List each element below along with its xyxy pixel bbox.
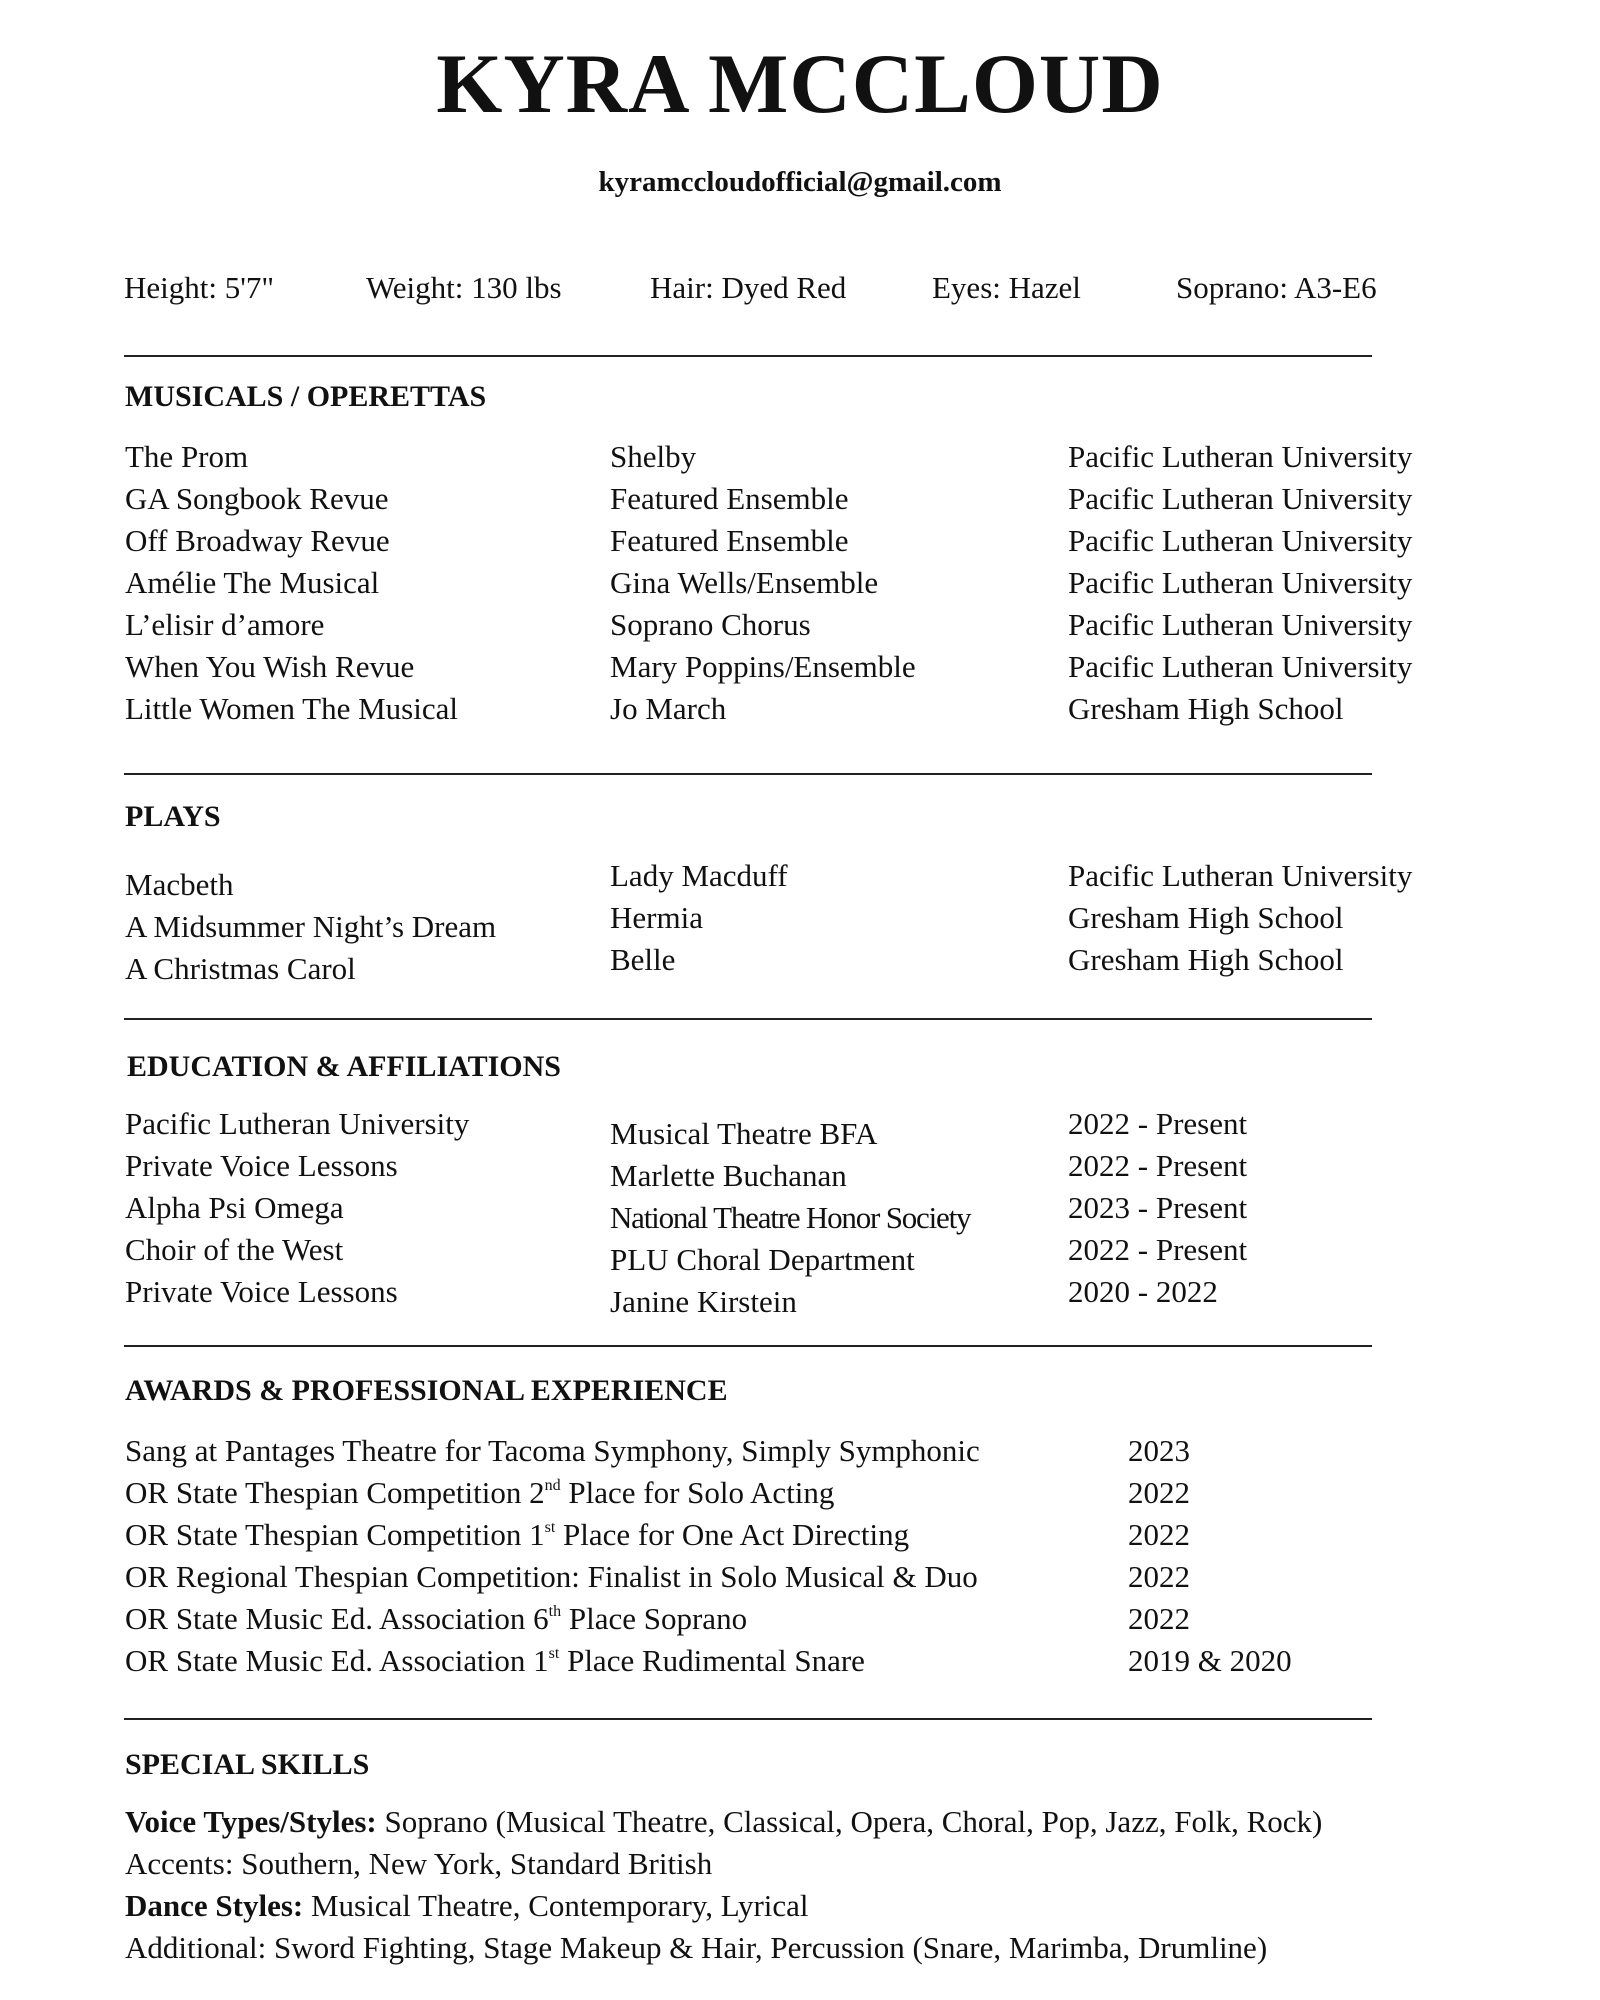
- award-item: OR State Thespian Competition 1st Place for One Act Directing: [125, 1517, 910, 1552]
- award-item: OR State Music Ed. Association 6th Place Soprano: [125, 1601, 748, 1636]
- divider: [124, 355, 1372, 357]
- list-item: Pacific Lutheran University: [1068, 565, 1413, 600]
- stat-hair: Hair: Dyed Red: [650, 270, 847, 305]
- list-item: 2020 - 2022: [1068, 1274, 1218, 1309]
- list-item: Macbeth: [125, 867, 234, 902]
- contact-email[interactable]: kyramccloudofficial@gmail.com: [598, 166, 1002, 198]
- list-item: Gina Wells/Ensemble: [610, 565, 879, 600]
- skill-line: Additional: Sword Fighting, Stage Makeup & Hair, Percussion (Snare, Marimba, Drumline): [125, 1930, 1268, 1965]
- awards-years-column: [1128, 1430, 1292, 1682]
- divider: [124, 1345, 1372, 1347]
- list-item: Pacific Lutheran University: [1068, 607, 1413, 642]
- list-item: The Prom: [125, 439, 249, 474]
- plays-roles-column: [610, 855, 788, 981]
- education-orgs-column: [125, 1103, 469, 1313]
- list-item: Jo March: [610, 691, 727, 726]
- stat-eyes: Eyes: Hazel: [932, 270, 1081, 305]
- musicals-roles-column: [610, 436, 916, 730]
- list-item: Amélie The Musical: [125, 565, 380, 600]
- list-item: PLU Choral Department: [610, 1242, 915, 1277]
- list-item: Gresham High School: [1068, 900, 1344, 935]
- list-item: Off Broadway Revue: [125, 523, 390, 558]
- awards-list: [125, 1430, 980, 1682]
- skill-line: Accents: Southern, New York, Standard British: [125, 1846, 713, 1881]
- list-item: Choir of the West: [125, 1232, 344, 1267]
- stat-voice: Soprano: A3-E6: [1176, 270, 1377, 305]
- award-item: OR State Thespian Competition 2nd Place for Solo Acting: [125, 1475, 835, 1510]
- section-title-education: EDUCATION & AFFILIATIONS: [127, 1050, 561, 1083]
- stat-weight: Weight: 130 lbs: [366, 270, 562, 305]
- list-item: Gresham High School: [1068, 942, 1344, 977]
- list-item: 2022: [1128, 1517, 1190, 1552]
- musicals-venues-column: [1068, 436, 1412, 730]
- list-item: Musical Theatre BFA: [610, 1116, 878, 1151]
- list-item: Janine Kirstein: [610, 1284, 797, 1319]
- list-item: Pacific Lutheran University: [1068, 858, 1413, 893]
- skill-line: Voice Types/Styles: Soprano (Musical Theatre, Classical, Opera, Choral, Pop, Jazz, Folk, Rock): [125, 1804, 1323, 1839]
- list-item: Private Voice Lessons: [125, 1274, 398, 1309]
- section-title-awards: AWARDS & PROFESSIONAL EXPERIENCE: [125, 1374, 728, 1407]
- list-item: Pacific Lutheran University: [1068, 439, 1413, 474]
- list-item: A Midsummer Night’s Dream: [125, 909, 497, 944]
- list-item: Hermia: [610, 900, 703, 935]
- list-item: Little Women The Musical: [125, 691, 458, 726]
- list-item: 2022 - Present: [1068, 1106, 1248, 1141]
- section-title-musicals: MUSICALS / OPERETTAS: [125, 380, 487, 413]
- list-item: 2022: [1128, 1475, 1190, 1510]
- list-item: Mary Poppins/Ensemble: [610, 649, 916, 684]
- list-item: Featured Ensemble: [610, 523, 849, 558]
- list-item: National Theatre Honor Society: [610, 1200, 971, 1235]
- physical-stats: [0, 270, 1600, 310]
- list-item: Pacific Lutheran University: [1068, 481, 1413, 516]
- list-item: Pacific Lutheran University: [1068, 523, 1413, 558]
- list-item: Pacific Lutheran University: [1068, 649, 1413, 684]
- list-item: Belle: [610, 942, 676, 977]
- skills-list: [125, 1801, 1322, 1969]
- award-item: Sang at Pantages Theatre for Tacoma Symphony, Simply Symphonic: [125, 1433, 980, 1468]
- divider: [124, 1718, 1372, 1720]
- section-title-plays: PLAYS: [125, 800, 221, 833]
- list-item: 2022 - Present: [1068, 1148, 1248, 1183]
- education-details-column: [610, 1113, 970, 1323]
- list-item: Shelby: [610, 439, 697, 474]
- divider: [124, 1018, 1372, 1020]
- list-item: Private Voice Lessons: [125, 1148, 398, 1183]
- award-item: OR Regional Thespian Competition: Finalist in Solo Musical & Duo: [125, 1559, 978, 1594]
- stat-height: Height: 5'7": [124, 270, 274, 305]
- list-item: 2022 - Present: [1068, 1232, 1248, 1267]
- plays-venues-column: [1068, 855, 1412, 981]
- list-item: Featured Ensemble: [610, 481, 849, 516]
- divider: [124, 773, 1372, 775]
- list-item: L’elisir d’amore: [125, 607, 325, 642]
- list-item: 2019 & 2020: [1128, 1643, 1292, 1678]
- list-item: A Christmas Carol: [125, 951, 356, 986]
- list-item: Alpha Psi Omega: [125, 1190, 344, 1225]
- list-item: Pacific Lutheran University: [125, 1106, 470, 1141]
- list-item: 2023 - Present: [1068, 1190, 1248, 1225]
- list-item: GA Songbook Revue: [125, 481, 389, 516]
- skill-line: Dance Styles: Musical Theatre, Contemporary, Lyrical: [125, 1888, 809, 1923]
- list-item: When You Wish Revue: [125, 649, 415, 684]
- list-item: Marlette Buchanan: [610, 1158, 847, 1193]
- award-item: OR State Music Ed. Association 1st Place Rudimental Snare: [125, 1643, 865, 1678]
- list-item: Soprano Chorus: [610, 607, 811, 642]
- list-item: 2022: [1128, 1601, 1190, 1636]
- list-item: 2023: [1128, 1433, 1190, 1468]
- musicals-shows-column: [125, 436, 458, 730]
- list-item: Gresham High School: [1068, 691, 1344, 726]
- list-item: 2022: [1128, 1559, 1190, 1594]
- list-item: Lady Macduff: [610, 858, 788, 893]
- resume-name: KYRA MCCLOUD: [436, 37, 1164, 131]
- education-years-column: [1068, 1103, 1247, 1313]
- section-title-skills: SPECIAL SKILLS: [125, 1748, 370, 1781]
- plays-shows-column: [125, 864, 496, 990]
